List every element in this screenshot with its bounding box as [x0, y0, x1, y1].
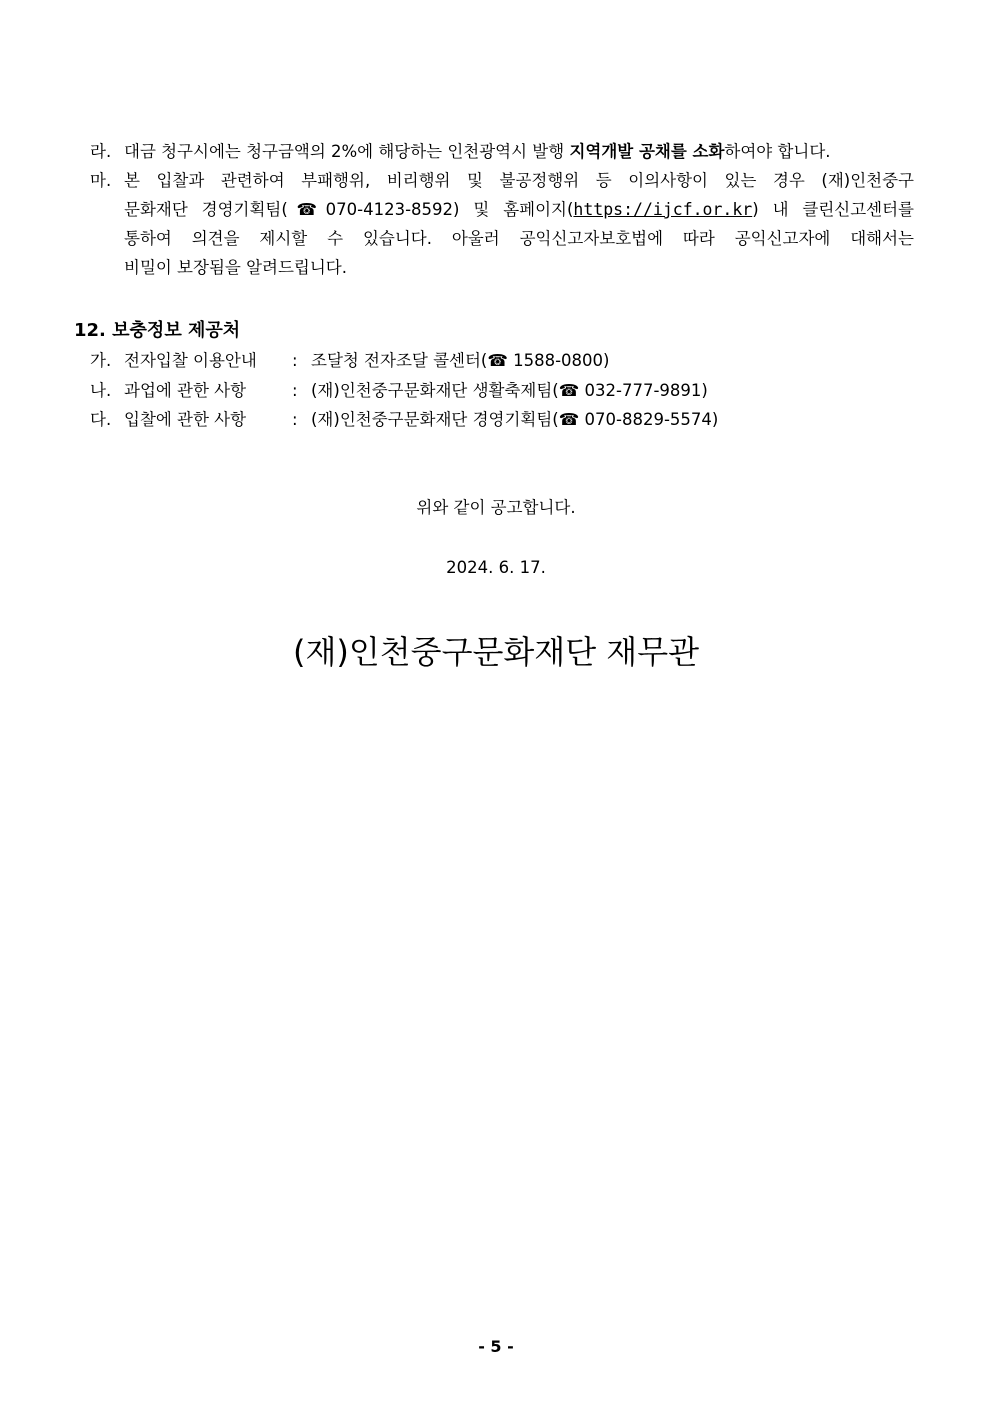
section12-item-ga-label: 전자입찰 이용안내	[124, 351, 257, 370]
note-ma-line3: 통하여 의견을 제시할 수 있습니다. 아울러 공익신고자보호법에 따라 공익신고자에 대해서는	[124, 229, 914, 248]
note-ma-line2	[124, 200, 914, 220]
section12-item-na-value: (재)인천중구문화재단 생활축제팀(☎ 032-777-9891)	[311, 381, 708, 400]
section12-item-ga-value: 조달청 전자조달 콜센터(☎ 1588-0800)	[311, 351, 610, 370]
note-ra-bold-particle: 를	[670, 142, 693, 161]
note-ra-bold-purchase: 소화	[692, 142, 725, 161]
homepage-link[interactable]: https://ijcf.or.kr	[573, 200, 753, 219]
note-ra-text	[124, 142, 831, 162]
note-ra-text-pre: 대금 청구시에는 청구금액의 2%에 해당하는 인천광역시 발행	[124, 142, 570, 161]
announcement-text: 위와 같이 공고합니다.	[416, 498, 576, 517]
section12-item-na-label: 과업에 관한 사항	[124, 381, 247, 400]
section12-item-da-label: 입찰에 관한 사항	[124, 410, 247, 429]
section12-title: 12. 보충정보 제공처	[74, 320, 241, 341]
page-number: - 5 -	[478, 1337, 514, 1356]
note-ma-marker: 마.	[90, 171, 112, 190]
section12-item-da-sep: :	[292, 410, 298, 429]
section12-item-na-marker: 나.	[90, 381, 112, 400]
note-ma-line2-post: ) 내 클린신고센터를	[752, 200, 914, 219]
note-ma-line1: 본 입찰과 관련하여 부패행위, 비리행위 및 불공정행위 등 이의사항이 있는 경우 (재)인천중구	[124, 171, 914, 190]
announcement-date: 2024. 6. 17.	[446, 558, 546, 577]
note-ra-bold-bond: 지역개발 공채	[569, 142, 671, 161]
section12-item-ga-sep: :	[292, 351, 298, 370]
section12-item-da-value: (재)인천중구문화재단 경영기획팀(☎ 070-8829-5574)	[311, 410, 719, 429]
section12-item-da-marker: 다.	[90, 410, 112, 429]
section12-item-na-sep: :	[292, 381, 298, 400]
note-ma-line4: 비밀이 보장됨을 알려드립니다.	[124, 258, 347, 277]
note-ra-text-post: 하여야 합니다.	[724, 142, 831, 161]
issuer-name: (재)인천중구문화재단 재무관	[292, 633, 700, 671]
section12-item-ga-marker: 가.	[90, 351, 112, 370]
note-ra-marker: 라.	[90, 142, 112, 161]
note-ma-line2-pre: 문화재단 경영기획팀(☎070-4123-8592) 및 홈페이지(	[124, 200, 574, 219]
